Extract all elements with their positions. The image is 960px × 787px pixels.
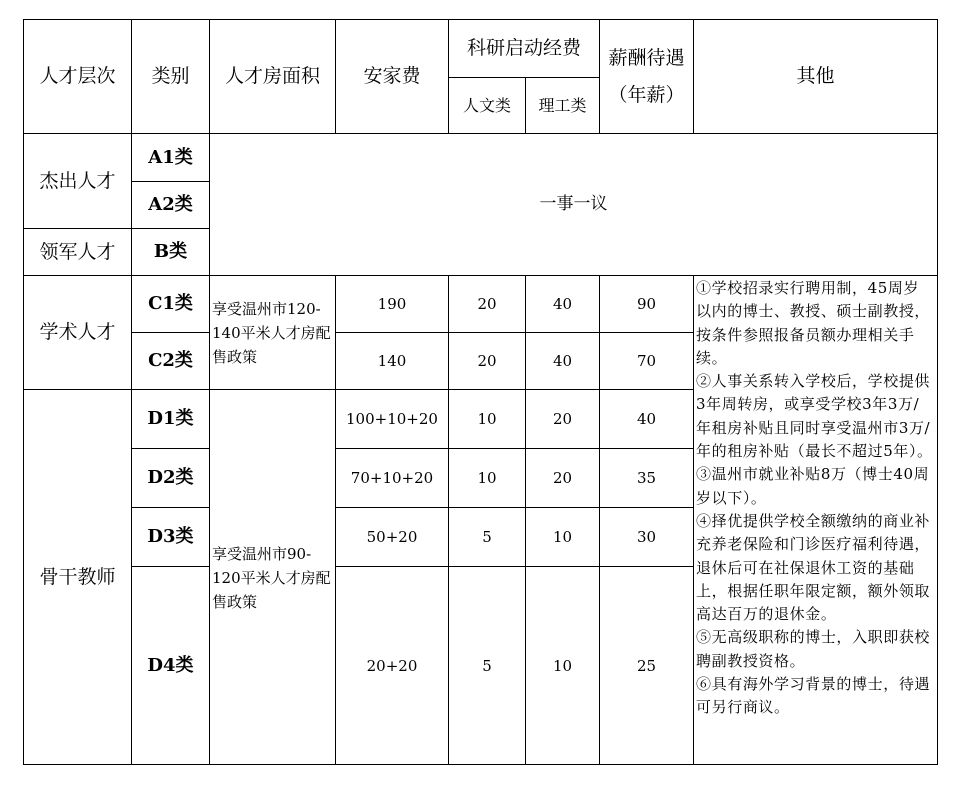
- header-category: 类别: [132, 20, 210, 134]
- d4-science-fund: 10: [526, 567, 600, 765]
- header-other: 其他: [694, 20, 938, 134]
- other-note-3: ③温州市就业补贴8万（博士40周岁以下）。: [696, 465, 930, 507]
- header-salary: [600, 20, 694, 134]
- c1-science-fund: 40: [526, 276, 600, 333]
- talent-policy-table: [23, 19, 938, 765]
- category-c2: C2类: [132, 333, 210, 390]
- category-a2: A2类: [132, 182, 210, 229]
- other-note-4: ④择优提供学校全额缴纳的商业补充养老保险和门诊医疗福利待遇，退休后可在社保退休工资的基础上，根据任职年限定额，额外领取高达百万的退休金。: [696, 511, 931, 624]
- d4-humanities-fund: 5: [449, 567, 526, 765]
- d3-science-fund: 10: [526, 508, 600, 567]
- d1-settling-fee: 100+10+20: [336, 390, 449, 449]
- d4-salary: 25: [600, 567, 694, 765]
- d3-salary: 30: [600, 508, 694, 567]
- category-d3: D3类: [132, 508, 210, 567]
- c2-humanities-fund: 20: [449, 333, 526, 390]
- other-note-1: ①学校招录实行聘用制，45周岁以内的博士、教授、硕士副教授，按条件参照报备员额办理相关手续。: [696, 279, 931, 367]
- header-salary-line2: （年薪）: [608, 83, 685, 106]
- header-level: 人才层次: [24, 20, 132, 134]
- other-note-6: ⑥具有海外学习背景的博士，待遇可另行商议。: [696, 675, 931, 717]
- other-note-5: ⑤无高级职称的博士，入职即获校聘副教授资格。: [696, 628, 931, 670]
- level-academic: 学术人才: [24, 276, 132, 390]
- d1-salary: 40: [600, 390, 694, 449]
- d2-settling-fee: 70+10+20: [336, 449, 449, 508]
- other-notes: [694, 276, 938, 765]
- d4-settling-fee: 20+20: [336, 567, 449, 765]
- header-settling-fee: 安家费: [336, 20, 449, 134]
- d1-humanities-fund: 10: [449, 390, 526, 449]
- c2-science-fund: 40: [526, 333, 600, 390]
- category-a1: A1类: [132, 134, 210, 182]
- negotiable-cell: 一事一议: [210, 134, 938, 276]
- housing-policy-c: 享受温州市120-140平米人才房配售政策: [210, 276, 336, 390]
- d2-science-fund: 20: [526, 449, 600, 508]
- d1-science-fund: 20: [526, 390, 600, 449]
- category-b: B类: [132, 229, 210, 276]
- level-outstanding: 杰出人才: [24, 134, 132, 229]
- c1-humanities-fund: 20: [449, 276, 526, 333]
- category-d1: D1类: [132, 390, 210, 449]
- c2-salary: 70: [600, 333, 694, 390]
- d3-humanities-fund: 5: [449, 508, 526, 567]
- header-housing-area: 人才房面积: [210, 20, 336, 134]
- housing-policy-d: 享受温州市90-120平米人才房配售政策: [210, 390, 336, 765]
- level-leading: 领军人才: [24, 229, 132, 276]
- d2-salary: 35: [600, 449, 694, 508]
- d3-settling-fee: 50+20: [336, 508, 449, 567]
- level-backbone: 骨干教师: [24, 390, 132, 765]
- category-c1: C1类: [132, 276, 210, 333]
- category-d2: D2类: [132, 449, 210, 508]
- header-humanities: 人文类: [449, 78, 526, 134]
- header-research-fund: 科研启动经费: [449, 20, 600, 78]
- d2-humanities-fund: 10: [449, 449, 526, 508]
- category-d4: D4类: [132, 567, 210, 765]
- header-science-eng: 理工类: [526, 78, 600, 134]
- c1-settling-fee: 190: [336, 276, 449, 333]
- c1-salary: 90: [600, 276, 694, 333]
- header-salary-line1: 薪酬待遇: [608, 46, 685, 69]
- other-note-2: ②人事关系转入学校后，学校提供3年周转房，或享受学校3年3万/年租房补贴且同时享受温州市3万/年的租房补贴（最长不超过5年）。: [696, 372, 933, 461]
- c2-settling-fee: 140: [336, 333, 449, 390]
